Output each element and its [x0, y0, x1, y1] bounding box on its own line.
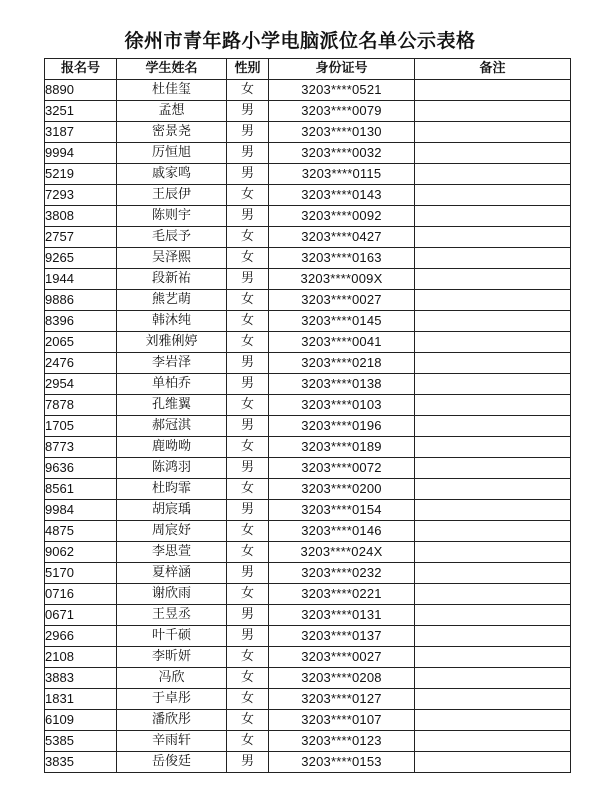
cell-student-name: 陈鸿羽 — [117, 458, 227, 479]
cell-reg-no: 9265 — [45, 248, 117, 269]
cell-id-card: 3203****0103 — [269, 395, 415, 416]
cell-note — [415, 710, 571, 731]
cell-student-name: 孔维翼 — [117, 395, 227, 416]
cell-id-card: 3203****0154 — [269, 500, 415, 521]
table-row — [45, 668, 571, 689]
cell-reg-no: 7293 — [45, 185, 117, 206]
cell-student-name: 韩沐纯 — [117, 311, 227, 332]
table-row — [45, 437, 571, 458]
table-row — [45, 542, 571, 563]
cell-gender: 男 — [227, 353, 269, 374]
cell-student-name: 辛雨轩 — [117, 731, 227, 752]
cell-note — [415, 101, 571, 122]
table-row — [45, 416, 571, 437]
cell-student-name: 周宸妤 — [117, 521, 227, 542]
table-row — [45, 164, 571, 185]
cell-gender: 女 — [227, 290, 269, 311]
cell-note — [415, 248, 571, 269]
cell-gender: 女 — [227, 332, 269, 353]
cell-reg-no: 0716 — [45, 584, 117, 605]
cell-note — [415, 311, 571, 332]
cell-gender: 女 — [227, 395, 269, 416]
cell-reg-no: 1705 — [45, 416, 117, 437]
cell-gender: 女 — [227, 542, 269, 563]
cell-gender: 女 — [227, 668, 269, 689]
cell-student-name: 李思萱 — [117, 542, 227, 563]
cell-reg-no: 2954 — [45, 374, 117, 395]
cell-student-name: 杜昀霏 — [117, 479, 227, 500]
cell-reg-no: 1944 — [45, 269, 117, 290]
table-body — [45, 80, 571, 773]
cell-reg-no: 5385 — [45, 731, 117, 752]
cell-id-card: 3203****0032 — [269, 143, 415, 164]
table-row — [45, 458, 571, 479]
cell-note — [415, 647, 571, 668]
cell-note — [415, 185, 571, 206]
cell-gender: 女 — [227, 710, 269, 731]
cell-student-name: 岳俊廷 — [117, 752, 227, 773]
table-row — [45, 500, 571, 521]
cell-gender: 女 — [227, 248, 269, 269]
cell-student-name: 熊艺萌 — [117, 290, 227, 311]
cell-note — [415, 731, 571, 752]
header-reg-no: 报名号 — [45, 59, 117, 80]
table-row — [45, 605, 571, 626]
cell-id-card: 3203****0107 — [269, 710, 415, 731]
cell-gender: 男 — [227, 563, 269, 584]
cell-id-card: 3203****0521 — [269, 80, 415, 101]
cell-id-card: 3203****0072 — [269, 458, 415, 479]
table-row — [45, 710, 571, 731]
cell-gender: 男 — [227, 206, 269, 227]
cell-student-name: 郝冠淇 — [117, 416, 227, 437]
table-row — [45, 395, 571, 416]
cell-note — [415, 605, 571, 626]
table-row — [45, 689, 571, 710]
cell-id-card: 3203****0127 — [269, 689, 415, 710]
cell-id-card: 3203****0143 — [269, 185, 415, 206]
cell-student-name: 孟想 — [117, 101, 227, 122]
allocation-table — [44, 58, 571, 773]
cell-reg-no: 8890 — [45, 80, 117, 101]
cell-student-name: 陈则宇 — [117, 206, 227, 227]
cell-reg-no: 9062 — [45, 542, 117, 563]
header-note: 备注 — [415, 59, 571, 80]
cell-note — [415, 206, 571, 227]
cell-gender: 女 — [227, 437, 269, 458]
cell-reg-no: 6109 — [45, 710, 117, 731]
cell-student-name: 于卓彤 — [117, 689, 227, 710]
cell-id-card: 3203****0221 — [269, 584, 415, 605]
cell-id-card: 3203****0115 — [269, 164, 415, 185]
cell-note — [415, 290, 571, 311]
cell-reg-no: 2108 — [45, 647, 117, 668]
cell-id-card: 3203****0196 — [269, 416, 415, 437]
table-row — [45, 185, 571, 206]
cell-gender: 男 — [227, 752, 269, 773]
cell-id-card: 3203****0079 — [269, 101, 415, 122]
cell-reg-no: 2476 — [45, 353, 117, 374]
cell-student-name: 刘雅俐婷 — [117, 332, 227, 353]
cell-reg-no: 2757 — [45, 227, 117, 248]
cell-note — [415, 395, 571, 416]
cell-reg-no: 3835 — [45, 752, 117, 773]
table-row — [45, 647, 571, 668]
table-row — [45, 227, 571, 248]
table-row — [45, 290, 571, 311]
cell-note — [415, 542, 571, 563]
cell-student-name: 杜佳玺 — [117, 80, 227, 101]
cell-reg-no: 5219 — [45, 164, 117, 185]
cell-student-name: 厉恒旭 — [117, 143, 227, 164]
cell-id-card: 3203****0427 — [269, 227, 415, 248]
table-row — [45, 521, 571, 542]
cell-gender: 男 — [227, 500, 269, 521]
cell-note — [415, 122, 571, 143]
cell-id-card: 3203****0232 — [269, 563, 415, 584]
table-row — [45, 248, 571, 269]
cell-reg-no: 9886 — [45, 290, 117, 311]
cell-reg-no: 9994 — [45, 143, 117, 164]
cell-student-name: 叶千硕 — [117, 626, 227, 647]
cell-id-card: 3203****0200 — [269, 479, 415, 500]
cell-gender: 女 — [227, 227, 269, 248]
cell-gender: 女 — [227, 521, 269, 542]
document-title: 徐州市青年路小学电脑派位名单公示表格 — [124, 30, 476, 52]
cell-id-card: 3203****0163 — [269, 248, 415, 269]
cell-id-card: 3203****0131 — [269, 605, 415, 626]
cell-gender: 女 — [227, 479, 269, 500]
cell-student-name: 戚家鸣 — [117, 164, 227, 185]
table-row — [45, 563, 571, 584]
cell-reg-no: 8396 — [45, 311, 117, 332]
cell-id-card: 3203****0145 — [269, 311, 415, 332]
cell-gender: 男 — [227, 374, 269, 395]
cell-note — [415, 164, 571, 185]
cell-reg-no: 1831 — [45, 689, 117, 710]
cell-note — [415, 479, 571, 500]
cell-note — [415, 332, 571, 353]
cell-student-name: 潘欣彤 — [117, 710, 227, 731]
cell-gender: 男 — [227, 605, 269, 626]
cell-gender: 女 — [227, 731, 269, 752]
cell-note — [415, 227, 571, 248]
cell-reg-no: 9984 — [45, 500, 117, 521]
cell-note — [415, 521, 571, 542]
table-row — [45, 731, 571, 752]
cell-note — [415, 500, 571, 521]
cell-id-card: 3203****0137 — [269, 626, 415, 647]
cell-note — [415, 626, 571, 647]
cell-gender: 男 — [227, 122, 269, 143]
header-gender: 性别 — [227, 59, 269, 80]
cell-id-card: 3203****0027 — [269, 647, 415, 668]
table-row — [45, 584, 571, 605]
cell-student-name: 毛辰予 — [117, 227, 227, 248]
cell-gender: 女 — [227, 647, 269, 668]
cell-note — [415, 437, 571, 458]
cell-reg-no: 3187 — [45, 122, 117, 143]
table-row — [45, 122, 571, 143]
cell-reg-no: 4875 — [45, 521, 117, 542]
table-header — [45, 59, 571, 80]
cell-reg-no: 9636 — [45, 458, 117, 479]
cell-id-card: 3203****0146 — [269, 521, 415, 542]
cell-id-card: 3203****0189 — [269, 437, 415, 458]
cell-reg-no: 8773 — [45, 437, 117, 458]
cell-student-name: 谢欣雨 — [117, 584, 227, 605]
table-row — [45, 80, 571, 101]
table-row — [45, 752, 571, 773]
cell-student-name: 李岩泽 — [117, 353, 227, 374]
cell-student-name: 王辰伊 — [117, 185, 227, 206]
cell-id-card: 3203****0218 — [269, 353, 415, 374]
cell-gender: 女 — [227, 80, 269, 101]
cell-id-card: 3203****0208 — [269, 668, 415, 689]
table-row — [45, 269, 571, 290]
cell-student-name: 胡宸瑀 — [117, 500, 227, 521]
cell-note — [415, 269, 571, 290]
cell-student-name: 冯欣 — [117, 668, 227, 689]
cell-note — [415, 416, 571, 437]
cell-note — [415, 374, 571, 395]
cell-student-name: 密景尧 — [117, 122, 227, 143]
cell-id-card: 3203****0092 — [269, 206, 415, 227]
cell-reg-no: 7878 — [45, 395, 117, 416]
header-name: 学生姓名 — [117, 59, 227, 80]
cell-reg-no: 3808 — [45, 206, 117, 227]
cell-note — [415, 80, 571, 101]
cell-reg-no: 2966 — [45, 626, 117, 647]
cell-gender: 男 — [227, 269, 269, 290]
cell-id-card: 3203****0041 — [269, 332, 415, 353]
cell-gender: 男 — [227, 626, 269, 647]
cell-gender: 女 — [227, 311, 269, 332]
cell-student-name: 夏梓涵 — [117, 563, 227, 584]
cell-note — [415, 752, 571, 773]
table-row — [45, 206, 571, 227]
cell-reg-no: 3251 — [45, 101, 117, 122]
cell-student-name: 段新祐 — [117, 269, 227, 290]
cell-note — [415, 584, 571, 605]
table-row — [45, 479, 571, 500]
cell-id-card: 3203****0123 — [269, 731, 415, 752]
cell-id-card: 3203****0138 — [269, 374, 415, 395]
cell-student-name: 王昱丞 — [117, 605, 227, 626]
cell-gender: 男 — [227, 143, 269, 164]
cell-student-name: 李昕妍 — [117, 647, 227, 668]
cell-reg-no: 8561 — [45, 479, 117, 500]
cell-gender: 女 — [227, 185, 269, 206]
table-row — [45, 332, 571, 353]
cell-student-name: 单柏乔 — [117, 374, 227, 395]
cell-reg-no: 3883 — [45, 668, 117, 689]
cell-reg-no: 2065 — [45, 332, 117, 353]
cell-id-card: 3203****024X — [269, 542, 415, 563]
table-row — [45, 101, 571, 122]
table-row — [45, 353, 571, 374]
cell-gender: 男 — [227, 416, 269, 437]
cell-gender: 女 — [227, 584, 269, 605]
cell-gender: 男 — [227, 101, 269, 122]
cell-student-name: 吴泽熙 — [117, 248, 227, 269]
cell-student-name: 鹿呦呦 — [117, 437, 227, 458]
table-row — [45, 311, 571, 332]
cell-id-card: 3203****0130 — [269, 122, 415, 143]
cell-reg-no: 0671 — [45, 605, 117, 626]
cell-note — [415, 668, 571, 689]
cell-reg-no: 5170 — [45, 563, 117, 584]
cell-note — [415, 458, 571, 479]
table-row — [45, 143, 571, 164]
cell-gender: 男 — [227, 164, 269, 185]
cell-id-card: 3203****0153 — [269, 752, 415, 773]
cell-note — [415, 563, 571, 584]
table-row — [45, 626, 571, 647]
cell-id-card: 3203****0027 — [269, 290, 415, 311]
table-row — [45, 374, 571, 395]
header-id-card: 身份证号 — [269, 59, 415, 80]
header-row — [45, 59, 571, 80]
cell-id-card: 3203****009X — [269, 269, 415, 290]
cell-gender: 男 — [227, 458, 269, 479]
cell-note — [415, 689, 571, 710]
cell-note — [415, 353, 571, 374]
cell-gender: 女 — [227, 689, 269, 710]
cell-note — [415, 143, 571, 164]
